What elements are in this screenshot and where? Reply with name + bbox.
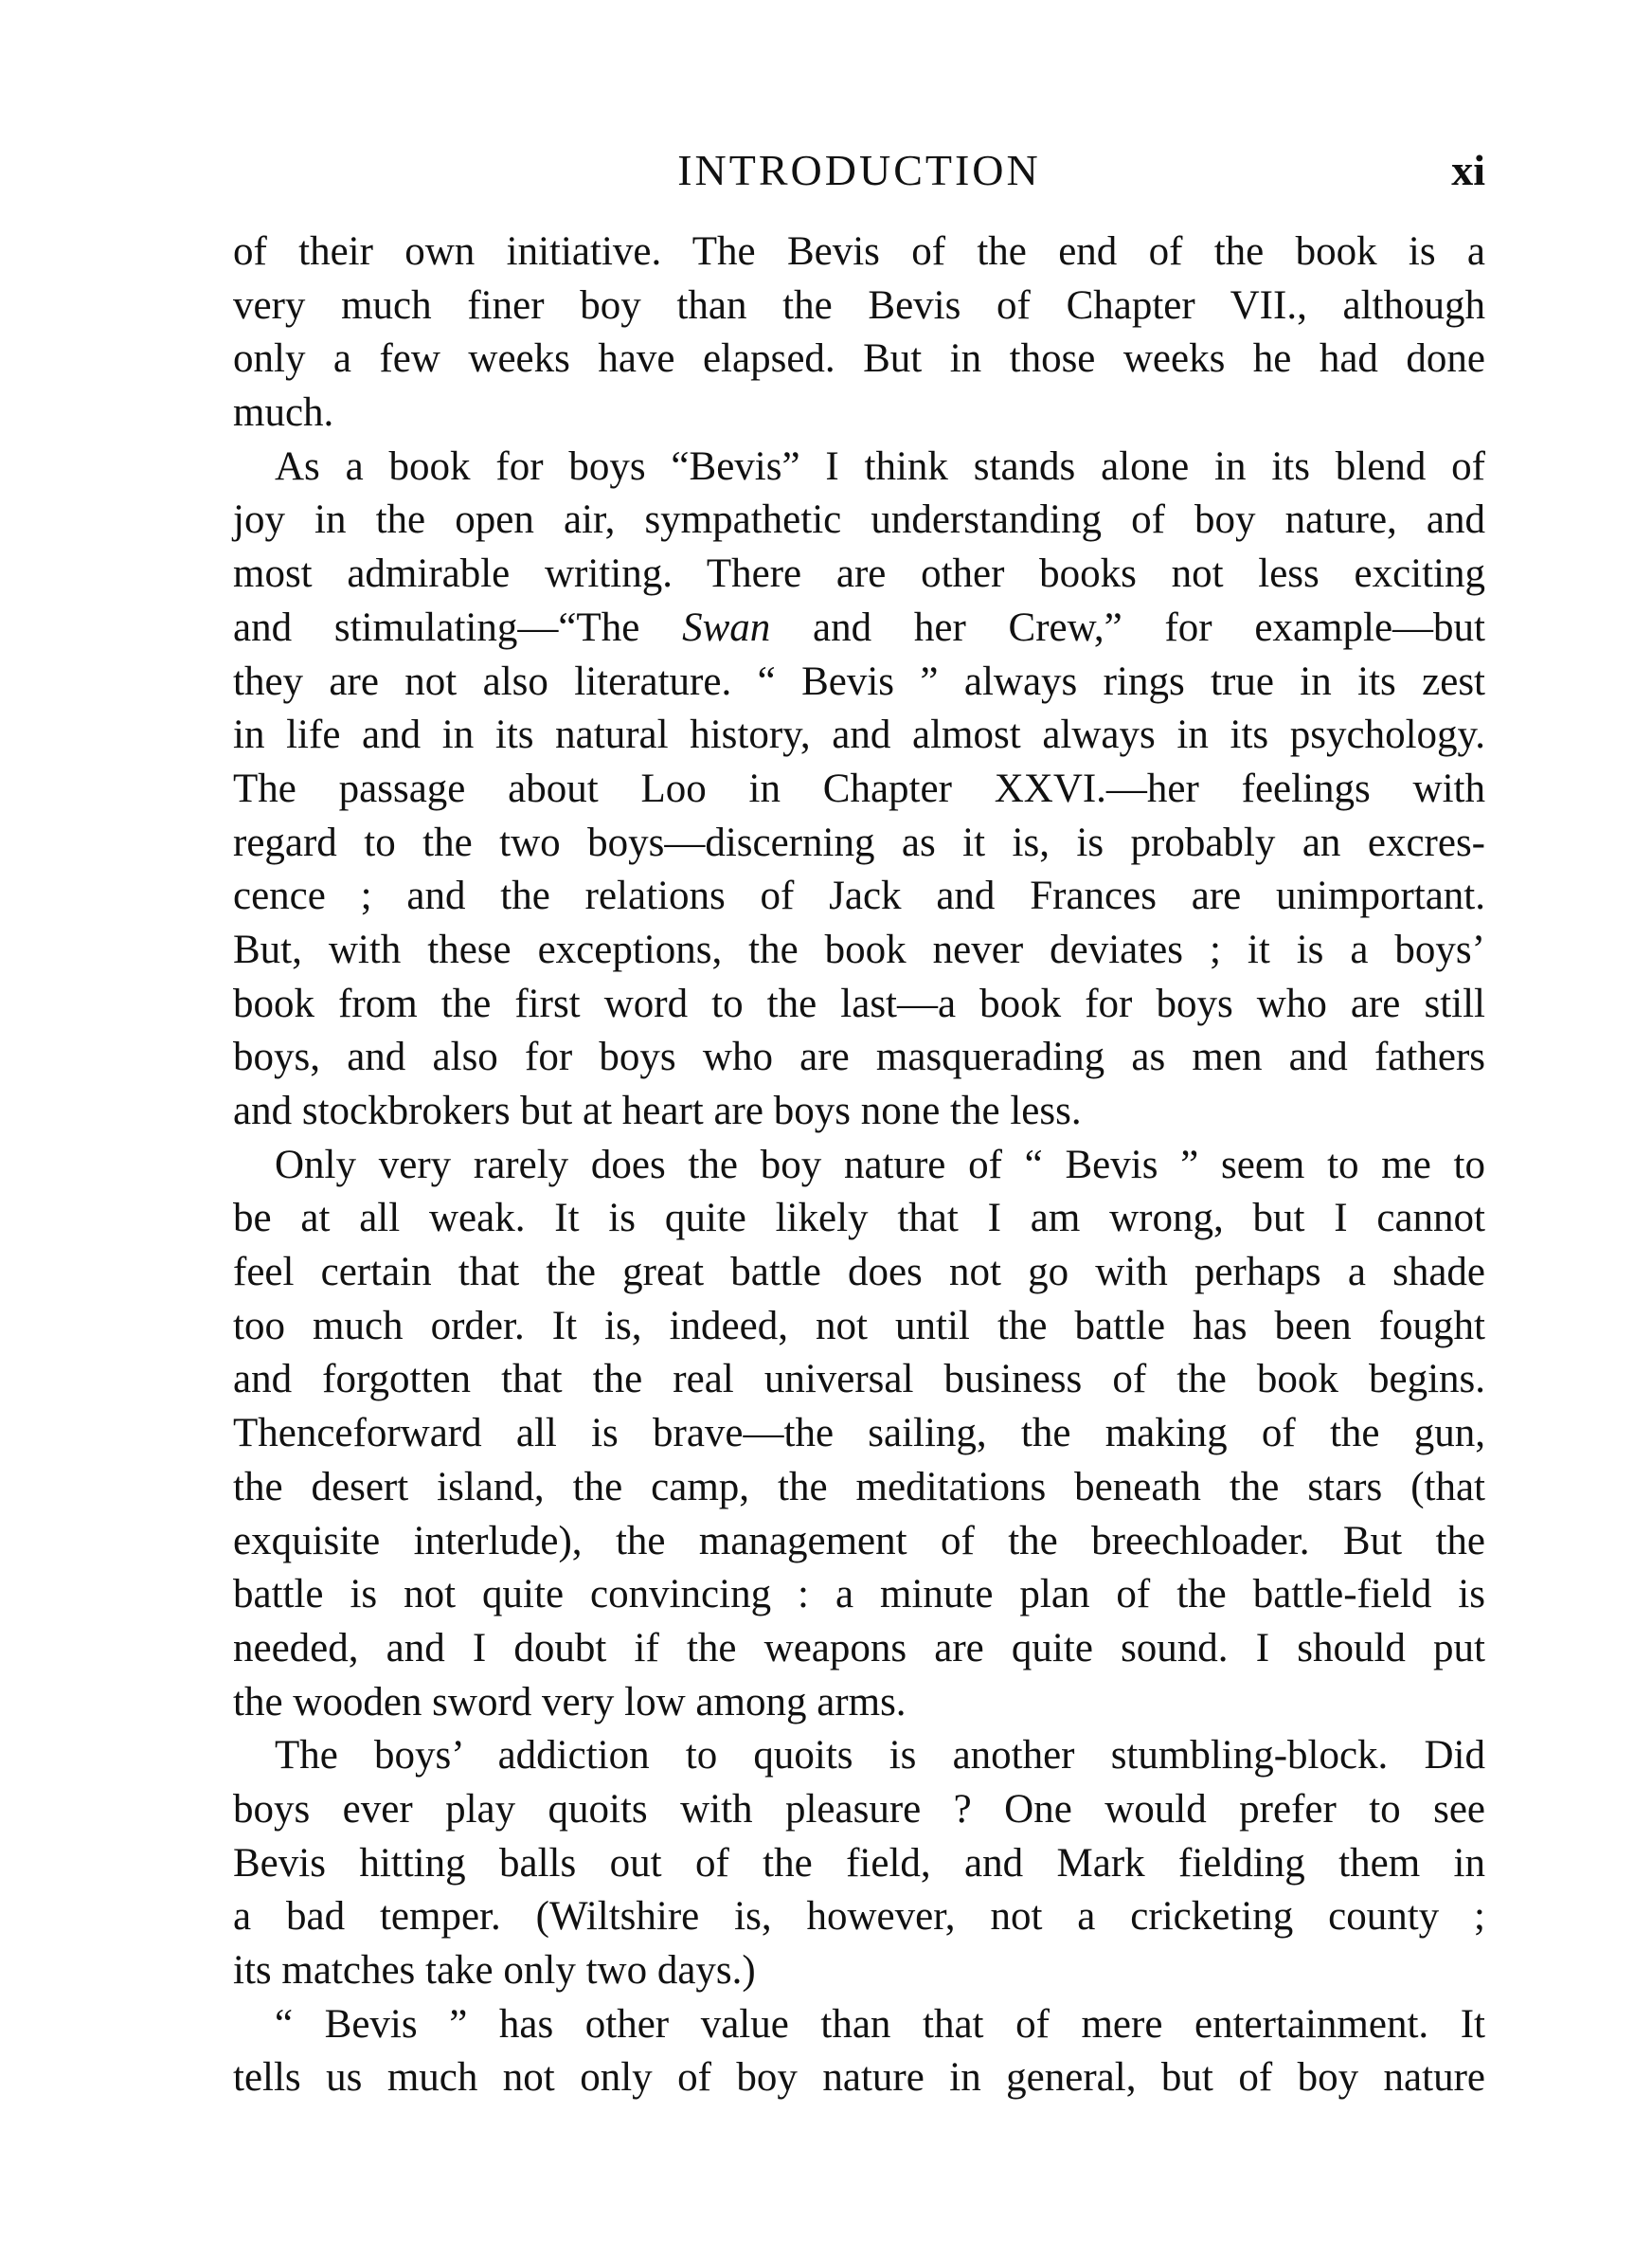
body-text — [233, 226, 1485, 2105]
running-title: INTRODUCTION — [677, 146, 1041, 194]
text-line: exquisite interlude), the management of the breechloader. But the — [233, 1518, 1485, 1563]
text-line: book from the first word to the last—a book for boys who are still — [233, 981, 1485, 1026]
text-line: in life and in its natural history, and almost always in its psychology. — [233, 713, 1485, 758]
paragraph-start-line: “ Bevis ” has other value than that of mere entertainment. It — [275, 2001, 1485, 2047]
text-line: boys, and also for boys who are masquerading as men and fathers — [233, 1035, 1485, 1080]
text-line: be at all weak. It is quite likely that I am wrong, but I cannot — [233, 1196, 1485, 1241]
page-number: xi — [1451, 146, 1485, 194]
text-line: regard to the two boys—discerning as it is, is probably an excres- — [233, 820, 1485, 865]
text-line: joy in the open air, sympathetic understanding of boy nature, and — [233, 497, 1485, 543]
text-line: Thenceforward all is brave—the sailing, the making of the gun, — [233, 1411, 1485, 1456]
text-line: much. — [233, 390, 334, 436]
text-line: too much order. It is, indeed, not until the battle has been fought — [233, 1303, 1485, 1348]
text-line: its matches take only two days.) — [233, 1948, 756, 1993]
text-line: of their own initiative. The Bevis of the end of the book is a — [233, 229, 1485, 274]
italic-title-swan: Swan — [682, 605, 771, 650]
text-line: they are not also literature. “ Bevis ” always rings true in its zest — [233, 659, 1485, 704]
text-line: the wooden sword very low among arms. — [233, 1679, 907, 1724]
text-segment: and stimulating—“The — [233, 605, 683, 650]
paragraph-start-line: The boys’ addiction to quoits is another stumbling-block. Did — [275, 1733, 1485, 1779]
text-line: tells us much not only of boy nature in general, but of boy nature — [233, 2055, 1485, 2101]
text-line: and stockbrokers but at heart are boys none the less. — [233, 1089, 1082, 1133]
text-line: But, with these exceptions, the book never deviates ; it is a boys’ — [233, 927, 1485, 972]
text-line: and forgotten that the real universal business of the book begins. — [233, 1357, 1485, 1402]
text-line: a bad temper. (Wiltshire is, however, not a cricketing county ; — [233, 1894, 1485, 1940]
text-line: needed, and I doubt if the weapons are quite sound. I should put — [233, 1625, 1485, 1670]
text-line: cence ; and the relations of Jack and Frances are unimportant. — [233, 874, 1485, 919]
text-line: the desert island, the camp, the meditations beneath the stars (that — [233, 1464, 1485, 1509]
text-line: only a few weeks have elapsed. But in those weeks he had done — [233, 336, 1485, 382]
text-line: battle is not quite convincing : a minute plan of the battle-field is — [233, 1572, 1485, 1617]
text-line: very much finer boy than the Bevis of Chapter VII., although — [233, 282, 1485, 328]
text-line — [233, 602, 1485, 656]
text-line: Bevis hitting balls out of the field, and Mark fielding them in — [233, 1840, 1485, 1886]
text-line: boys ever play quoits with pleasure ? One would prefer to see — [233, 1786, 1485, 1832]
text-line: feel certain that the great battle does not go with perhaps a shade — [233, 1250, 1485, 1295]
running-head — [233, 142, 1485, 199]
text-segment: and her Crew,” for example—but — [770, 605, 1485, 650]
paragraph-start-line: Only very rarely does the boy nature of “ Bevis ” seem to me to — [275, 1142, 1485, 1187]
text-line: The passage about Loo in Chapter XXVI.—her feelings with — [233, 766, 1485, 811]
text-line: most admirable writing. There are other books not less exciting — [233, 551, 1485, 597]
paragraph-start-line: As a book for boys “Bevis” I think stands alone in its blend of — [275, 443, 1485, 489]
